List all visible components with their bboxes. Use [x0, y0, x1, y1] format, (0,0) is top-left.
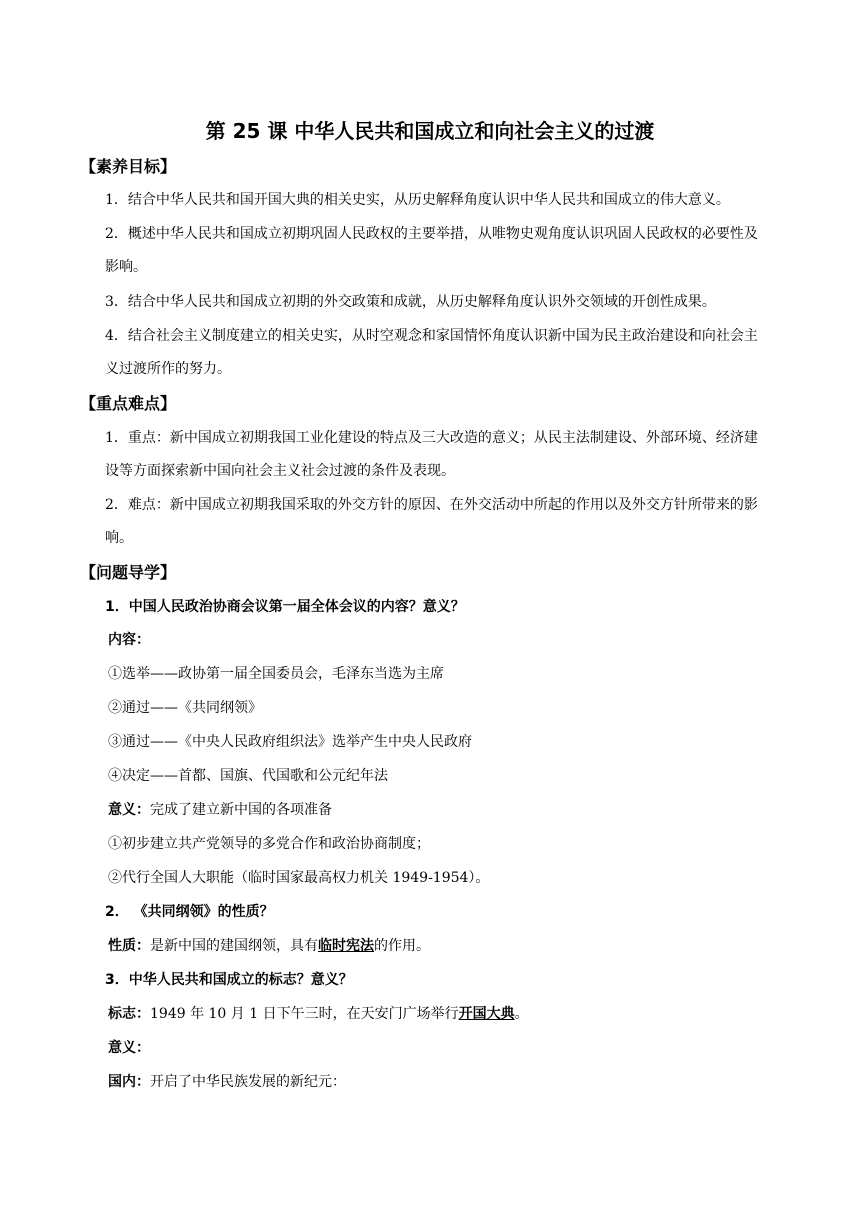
goal-4-cont: 义过渡所作的努力。 [105, 361, 231, 377]
key-header: 【重点难点】 [80, 394, 177, 413]
q1-item-4: ④决定——首都、国旗、代国歌和公元纪年法 [108, 768, 388, 784]
key-2-cont: 响。 [105, 530, 133, 546]
q3-answer [108, 1004, 798, 1024]
q3-text-b: 。 [514, 1006, 529, 1022]
goal-4: 4．结合社会主义制度建立的相关史实，从时空观念和家国情怀角度认识新中国为民主政治建设和向社会主 [105, 328, 758, 344]
q1-meaning-item-2: ②代行全国人大职能（临时国家最高权力机关 1949-1954）。 [108, 870, 490, 886]
goal-3: 3．结合中华人民共和国成立初期的外交政策和成就，从历史解释角度认识外交领域的开创性成果。 [105, 294, 716, 310]
q2-text-b: 的作用。 [374, 938, 430, 954]
q1-item-3: ③通过——《中央人民政府组织法》选举产生中央人民政府 [108, 734, 472, 750]
q2-label: 性质： [108, 938, 150, 954]
q1-item-1: ①选举——政协第一届全国委员会，毛泽东当选为主席 [108, 666, 444, 682]
q3-text-a: 1949 年 10 月 1 日下午三时，在天安门广场举行 [150, 1006, 459, 1022]
q1-content-label: 内容： [108, 632, 150, 648]
q2-answer [108, 936, 798, 956]
q3-meaning-label: 意义： [108, 1040, 150, 1056]
question-2: 2． 《共同纲领》的性质？ [105, 904, 274, 920]
goals-header: 【素养目标】 [80, 157, 177, 176]
key-1: 1．重点：新中国成立初期我国工业化建设的特点及三大改造的意义；从民主法制建设、外部环境、经济建 [105, 430, 758, 446]
guide-header: 【问题导学】 [80, 563, 177, 582]
goal-1: 1．结合中华人民共和国开国大典的相关史实，从历史解释角度认识中华人民共和国成立的伟大意义。 [105, 192, 730, 208]
goal-2-cont: 影响。 [105, 259, 147, 275]
question-3: 3．中华人民共和国成立的标志？意义？ [105, 972, 353, 988]
key-2: 2．难点：新中国成立初期我国采取的外交方针的原因、在外交活动中所起的作用以及外交方针所带来的影 [105, 497, 758, 513]
q3-highlight: 开国大典 [458, 1006, 515, 1022]
q3-domestic-text: 开启了中华民族发展的新纪元： [150, 1074, 346, 1090]
q1-meaning-label: 意义： [108, 802, 150, 818]
question-1: 1．中国人民政治协商会议第一届全体会议的内容？意义？ [105, 599, 465, 615]
q2-highlight: 临时宪法 [318, 938, 374, 954]
q3-domestic [108, 1072, 798, 1092]
q2-text-a: 是新中国的建国纲领，具有 [150, 938, 318, 954]
q1-meaning-item-1: ①初步建立共产党领导的多党合作和政治协商制度； [108, 836, 430, 852]
goal-2: 2．概述中华人民共和国成立初期巩固人民政权的主要举措，从唯物史观角度认识巩固人民政权的必要性及 [105, 226, 758, 242]
page-title: 第 25 课 中华人民共和国成立和向社会主义的过渡 [205, 119, 655, 143]
q3-label: 标志： [108, 1006, 150, 1022]
q3-domestic-label: 国内： [108, 1074, 150, 1090]
q1-meaning [108, 800, 798, 820]
q1-item-2: ②通过——《共同纲领》 [108, 700, 262, 716]
key-1-cont: 设等方面探索新中国向社会主义社会过渡的条件及表现。 [105, 463, 455, 479]
q1-meaning-text: 完成了建立新中国的各项准备 [150, 802, 332, 818]
